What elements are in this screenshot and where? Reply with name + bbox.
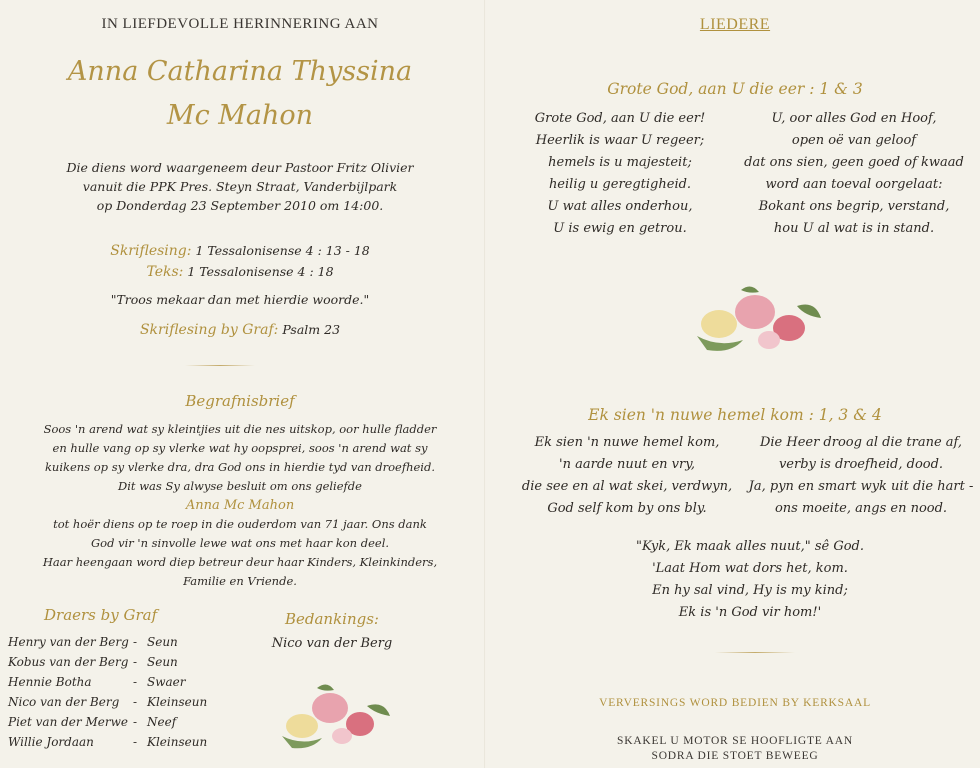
bearer-row	[8, 712, 207, 732]
verse-line: open oë van geloof	[791, 133, 917, 148]
grave-reading-label: Skriflesing by Graf:	[139, 322, 279, 338]
text-reading	[0, 262, 480, 282]
verse-line: hou U al wat is in stand.	[773, 221, 935, 236]
verse-line: hemels is u majesteit;	[548, 155, 692, 170]
service-line: op Donderdag 23 September 2010 om 14:00.	[96, 198, 384, 213]
bearers-title: Draers by Graf	[44, 606, 158, 624]
letter-line: tot hoër diens op te roep in die ouderdom van 71 jaar. Ons dank	[53, 517, 427, 531]
verse-line: "Kyk, Ek maak alles nuut," sê God.	[636, 539, 864, 554]
letter-line: Familie en Vriende.	[183, 574, 297, 588]
bearer-dash: -	[133, 675, 138, 689]
rose-bouquet-icon	[272, 676, 402, 756]
bearer-name: Hennie Botha	[8, 675, 92, 689]
scripture-value: 1 Tessalonisense 4 : 13 - 18	[195, 243, 370, 258]
bearers-list	[8, 632, 207, 752]
verse-line: En hy sal vind, Hy is my kind;	[652, 583, 848, 598]
bearer-row	[8, 692, 207, 712]
song2-verse1	[514, 432, 740, 520]
verse-line: U is ewig en getrou.	[553, 221, 687, 236]
letter-line: Soos 'n arend wat sy kleintjies uit die nes uitskop, oor hulle fladder	[43, 422, 437, 436]
bearer-name: Henry van der Berg	[8, 635, 129, 649]
verse-line: U, oor alles God en Hoof,	[771, 111, 937, 126]
service-line: vanuit die PPK Pres. Steyn Straat, Vanderbijlpark	[82, 179, 398, 194]
verse-line: Ja, pyn en smart wyk uit die hart -	[748, 479, 974, 494]
bearer-row	[8, 672, 207, 692]
service-details	[0, 158, 480, 215]
verse-line: Bokant ons begrip, verstand,	[758, 199, 950, 214]
verse-line: word aan toeval oorgelaat:	[765, 177, 943, 192]
letter-line: Dit was Sy alwyse besluit om ons geliefde	[118, 479, 362, 493]
scripture-label: Skriflesing:	[110, 243, 192, 259]
letter-line: en hulle vang op sy vlerke wat hy oopsprei, soos 'n arend wat sy	[52, 441, 428, 455]
verse-line: die see en al wat skei, verdwyn,	[521, 479, 733, 494]
verse-line: God self kom by ons bly.	[547, 501, 707, 516]
verse-line: Grote God, aan U die eer!	[534, 111, 706, 126]
song1-title: Grote God, aan U die eer : 1 & 3	[607, 80, 863, 98]
bearer-role: Seun	[147, 655, 178, 669]
letter-name: Anna Mc Mahon	[185, 498, 295, 513]
bearer-row	[8, 732, 207, 752]
grave-reading-value: Psalm 23	[282, 322, 341, 337]
funeral-letter	[6, 420, 474, 591]
verse-line: Heerlik is waar U regeer;	[535, 133, 705, 148]
verse-line: Ek sien 'n nuwe hemel kom,	[534, 435, 720, 450]
songs-title: LIEDERE	[699, 16, 771, 33]
bearer-role: Kleinseun	[147, 695, 208, 709]
verse-line: heilig u geregtigheid.	[548, 177, 692, 192]
song1-verse3	[738, 108, 970, 240]
service-line: Die diens word waargeneem deur Pastoor Fritz Olivier	[66, 160, 414, 175]
left-page	[0, 0, 480, 768]
bearer-dash: -	[133, 655, 138, 669]
verse-line: 'n aarde nuut en vry,	[559, 457, 695, 472]
song2-title: Ek sien 'n nuwe hemel kom : 1, 3 & 4	[588, 406, 882, 424]
rose-bouquet-icon	[685, 282, 835, 362]
text-label: Teks:	[146, 264, 184, 280]
bearer-name: Nico van der Berg	[8, 695, 120, 709]
memorial-header: IN LIEFDEVOLLE HERINNERING AAN	[101, 16, 379, 32]
bearer-role: Neef	[147, 715, 177, 729]
bearer-row	[8, 632, 207, 652]
thanks-name: Nico van der Berg	[271, 636, 393, 651]
scripture-reading	[0, 241, 480, 261]
headlights-notice-line1: SKAKEL U MOTOR SE HOOFLIGTE AAN	[617, 735, 853, 747]
verse-line: 'Laat Hom wat dors het, kom.	[652, 561, 848, 576]
bearer-name: Willie Jordaan	[8, 735, 94, 749]
verse-line: ons moeite, angs en nood.	[774, 501, 948, 516]
letter-line: kuikens op sy vlerke dra, dra God ons in hierdie tyd van droefheid.	[44, 460, 436, 474]
letter-title: Begrafnisbrief	[185, 392, 295, 410]
verse-line: Die Heer droog al die trane af,	[759, 435, 963, 450]
letter-line: God vir 'n sinvolle lewe wat ons met haar kon deel.	[90, 536, 390, 550]
bearer-dash: -	[133, 735, 138, 749]
bearer-dash: -	[133, 635, 138, 649]
deceased-name-line1: Anna Catharina Thyssina	[67, 56, 413, 87]
verse-line: U wat alles onderhou,	[547, 199, 693, 214]
verse-line: dat ons sien, geen goed of kwaad	[744, 155, 964, 170]
deceased-name-line2: Mc Mahon	[166, 100, 314, 131]
bearer-dash: -	[133, 695, 138, 709]
verse-line: Ek is 'n God vir hom!'	[678, 605, 822, 620]
song2-verse3	[742, 432, 980, 520]
verse-line: verby is droefheid, dood.	[778, 457, 944, 472]
divider	[185, 365, 255, 366]
right-page	[490, 0, 980, 768]
headlights-notice-line2: SODRA DIE STOET BEWEEG	[651, 750, 819, 762]
thanks-title: Bedankings:	[284, 610, 379, 628]
bearer-role: Kleinseun	[147, 735, 208, 749]
page-fold	[484, 0, 486, 768]
bearer-row	[8, 652, 207, 672]
text-value: 1 Tessalonisense 4 : 18	[187, 264, 334, 279]
bearer-dash: -	[133, 715, 138, 729]
thanks-block	[262, 610, 402, 653]
bearer-role: Seun	[147, 635, 178, 649]
quote: "Troos mekaar dan met hierdie woorde."	[110, 292, 370, 307]
song1-verse1	[510, 108, 730, 240]
grave-reading	[0, 320, 480, 340]
divider	[715, 652, 795, 653]
refreshments-notice: VERVERSINGS WORD BEDIEN BY KERKSAAL	[599, 697, 871, 709]
letter-line: Haar heengaan word diep betreur deur haar Kinders, Kleinkinders,	[42, 555, 438, 569]
bearer-name: Piet van der Merwe	[8, 715, 128, 729]
bearer-role: Swaer	[147, 675, 186, 689]
song2-verse4	[600, 536, 900, 624]
bearer-name: Kobus van der Berg	[8, 655, 129, 669]
